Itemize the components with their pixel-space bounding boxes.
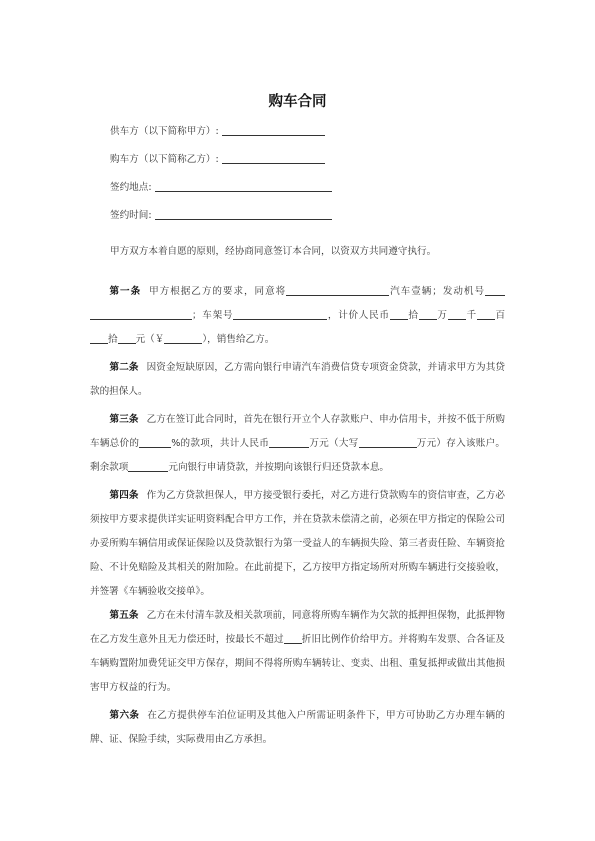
- price-figure-blank[interactable]: [164, 331, 202, 344]
- clause-5: [90, 604, 505, 700]
- price-blank-2[interactable]: [419, 307, 437, 320]
- price-blank-1[interactable]: [390, 307, 408, 320]
- clause-4-head: 第四条: [109, 490, 139, 501]
- clause-3: [90, 408, 505, 480]
- amount-blank[interactable]: [269, 435, 309, 448]
- place-label: 签约地点:: [110, 182, 152, 193]
- time-field: [110, 209, 332, 222]
- clause-4-text: 作为乙方贷款担保人，甲方接受银行委托，对乙方进行贷款购车的资信审查，乙方必须按甲方要求提供详实证明资料配合甲方工作，并在贷款未偿清之前，必须在甲方指定的保险公司办妥所购车辆信用或保证保险以及贷款银行为第一受益人的车辆损失险、第三者责任险、车辆资抢险、不计免赔险及其相关的附加险。在此前提下，乙方按甲方指定场所对所购车辆进行交接验收，并签署《车辆验收交接单》。: [90, 490, 506, 597]
- clause-5-text-a: 乙方在未付清车款及相关款项前，同意将所购车辆作为欠款的抵押担保物，此抵押物在乙方发生意外且无力偿还时，按最长不超过: [90, 610, 506, 645]
- clause-5-text-b: 折旧比例作价给甲方。并将购车发票、合各证及车辆购置附加费凭证交甲方保存，期间不得将所购车辆转让、变卖、出租、重复抵押或做出其他损害甲方权益的行为。: [90, 634, 506, 693]
- clause-1-text-g: 千: [465, 310, 477, 321]
- engine-no-blank-b[interactable]: [90, 307, 192, 320]
- clause-1: [90, 280, 505, 352]
- price-blank-5[interactable]: [90, 331, 108, 344]
- clause-6-head: 第六条: [109, 710, 140, 721]
- loan-amount-blank[interactable]: [128, 459, 168, 472]
- seller-blank[interactable]: [222, 125, 325, 136]
- amount-uppercase-blank[interactable]: [359, 435, 417, 448]
- clause-1-text-c: ；车架号: [192, 310, 234, 321]
- seller-label: 供车方（以下简称甲方）:: [110, 126, 219, 137]
- time-blank[interactable]: [155, 209, 332, 220]
- place-blank[interactable]: [155, 181, 332, 192]
- clause-3-text-b: %的款项，共计人民币: [171, 438, 270, 449]
- intro-paragraph: 甲方双方本着自愿的原则，经协商同意签订本合同，以资双方共同遵守执行。: [110, 246, 437, 257]
- percent-blank[interactable]: [139, 435, 171, 448]
- clause-1-text-d: ，计价人民币: [327, 310, 390, 321]
- clause-6: [90, 704, 505, 752]
- price-blank-3[interactable]: [448, 307, 466, 320]
- seller-field: [110, 125, 325, 138]
- clause-6-text: 在乙方提供停车泊位证明及其他入户所需证明条件下，甲方可协助乙方办理车辆的牌、证、保险手续，实际费用由乙方承担。: [90, 710, 506, 745]
- clause-3-text-c: 万元（大写: [309, 438, 359, 449]
- depreciation-blank[interactable]: [284, 631, 302, 644]
- time-label: 签约时间:: [110, 210, 152, 221]
- clause-3-head: 第三条: [109, 414, 139, 425]
- clause-1-text-e: 拾: [407, 310, 419, 321]
- clause-3-text-a: 乙方在签订此合同时，首先在银行开立个人存款账户、申办信用卡，并按不低于所购车辆总价的: [90, 414, 506, 449]
- engine-no-blank-a[interactable]: [485, 283, 505, 296]
- price-blank-6[interactable]: [118, 331, 136, 344]
- clause-5-head: 第五条: [109, 610, 139, 621]
- place-field: [110, 181, 332, 194]
- car-model-blank[interactable]: [286, 283, 389, 296]
- clause-1-text-j: 元（￥: [135, 334, 165, 345]
- clause-2: [90, 356, 505, 404]
- buyer-blank[interactable]: [222, 153, 325, 164]
- clause-2-text: 因资金短缺原因，乙方需向银行申请汽车消费信贷专项资金贷款，并请求甲方为其贷款的担保人。: [90, 362, 506, 397]
- buyer-label: 购车方（以下简称乙方）:: [110, 154, 219, 165]
- vin-blank[interactable]: [233, 307, 327, 320]
- clause-1-text-k: ），销售给乙方。: [202, 334, 275, 345]
- clause-2-head: 第二条: [109, 362, 139, 373]
- document-title: 购车合同: [268, 94, 327, 110]
- clause-1-text-a: 甲方根据乙方的要求，同意将: [149, 286, 287, 297]
- clause-3-text-e: 元向银行申请贷款，并按期向该银行归还贷款本息。: [168, 462, 390, 473]
- clause-1-head: 第一条: [109, 286, 142, 297]
- clause-1-text-f: 万: [436, 310, 448, 321]
- clause-3-text-d: 万元）存入该账户。剩余款项: [90, 438, 506, 473]
- buyer-field: [110, 153, 325, 166]
- clause-4: [90, 484, 505, 604]
- clause-1-text-i: 拾: [108, 334, 118, 345]
- clause-1-text-h: 百: [494, 310, 506, 321]
- clause-1-text-b: 汽车壹辆；发动机号: [389, 286, 486, 297]
- price-blank-4[interactable]: [477, 307, 495, 320]
